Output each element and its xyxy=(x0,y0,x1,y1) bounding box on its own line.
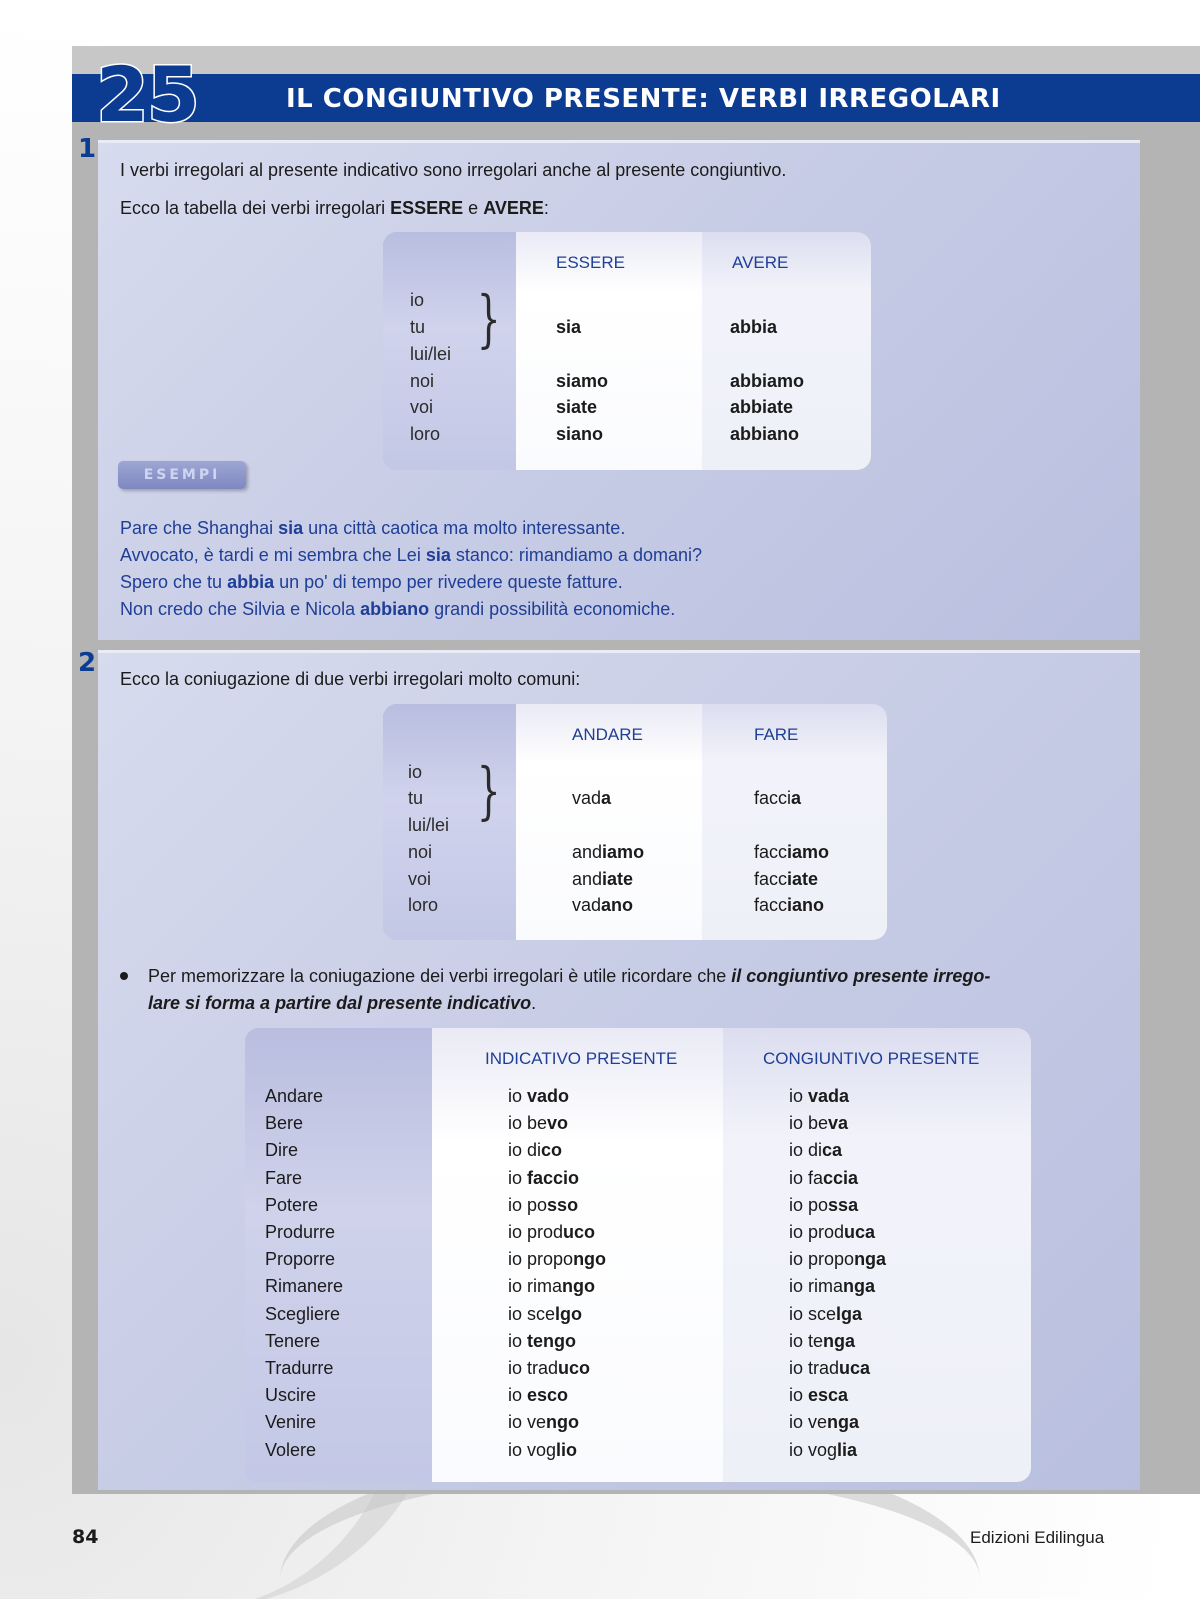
conjugation-cell: andiate xyxy=(572,869,634,889)
essere-avere-table xyxy=(383,232,871,470)
column-header: AVERE xyxy=(732,253,789,272)
conjugation-cell: abbiamo xyxy=(730,371,805,391)
indicative-form: io posso xyxy=(508,1194,579,1215)
subjunctive-form: io dica xyxy=(789,1140,843,1161)
verb-name: Uscire xyxy=(265,1385,317,1406)
indicative-form: io tengo xyxy=(508,1330,577,1351)
indicative-form: io produco xyxy=(508,1222,596,1242)
subjunctive-form: io faccia xyxy=(789,1167,859,1188)
conjugation-cell: abbiano xyxy=(730,424,800,444)
pronoun: lui/lei xyxy=(408,815,450,835)
verb-name: Rimanere xyxy=(265,1276,344,1297)
pronoun: noi xyxy=(410,371,435,391)
conjugation-cell: abbiate xyxy=(730,397,794,417)
indicative-form: io dico xyxy=(508,1140,563,1161)
example-sentence: Avvocato, è tardi e mi sembra che Lei sia stanco: rimandiamo a domani? xyxy=(120,545,702,565)
pronoun: tu xyxy=(410,317,426,337)
table-intro: Ecco la tabella dei verbi irregolari ESSERE e AVERE: xyxy=(120,198,549,218)
verb-name: Volere xyxy=(265,1439,317,1460)
verb-name: Produrre xyxy=(265,1222,336,1242)
pronoun: loro xyxy=(408,895,439,915)
chapter-number: 25 xyxy=(96,50,198,139)
verb-name: Tradurre xyxy=(265,1358,334,1378)
verb-name: Andare xyxy=(265,1086,324,1106)
example-sentence: Pare che Shanghai sia una città caotica ma molto interessante. xyxy=(120,518,626,538)
andare-fare-table xyxy=(383,704,887,940)
column-header: FARE xyxy=(754,725,799,744)
column-header: ESSERE xyxy=(556,253,625,272)
verb-name: Venire xyxy=(265,1412,317,1433)
conjugation-cell: siano xyxy=(556,424,604,444)
verb-name: Tenere xyxy=(265,1330,321,1351)
chapter-title: IL CONGIUNTIVO PRESENTE: VERBI IRREGOLARI xyxy=(286,84,1001,114)
subjunctive-form: io proponga xyxy=(789,1249,887,1270)
section-2-intro: Ecco la coniugazione di due verbi irregolari molto comuni: xyxy=(120,669,581,689)
conjugation-cell: sia xyxy=(556,317,582,337)
examples-label: ESEMPI xyxy=(118,461,246,489)
subjunctive-form: io rimanga xyxy=(789,1276,876,1297)
note-line: lare si forma a partire dal presente indicativo. xyxy=(148,993,537,1013)
example-sentence: Spero che tu abbia un po' di tempo per rivedere queste fatture. xyxy=(120,572,623,592)
frame-top-strip xyxy=(72,46,1200,74)
indicative-form: io vengo xyxy=(508,1412,580,1433)
column-header: ANDARE xyxy=(572,725,643,744)
conjugation-cell: siamo xyxy=(556,371,609,391)
pronoun: loro xyxy=(410,424,441,444)
indicative-form: io vado xyxy=(508,1086,570,1106)
indicative-form: io propongo xyxy=(508,1249,607,1270)
conjugation-cell: faccia xyxy=(754,788,802,808)
pronoun: io xyxy=(408,762,423,782)
subjunctive-form: io beva xyxy=(789,1113,849,1134)
indicative-form: io faccio xyxy=(508,1167,580,1188)
bullet-icon xyxy=(120,972,128,980)
verb-name: Scegliere xyxy=(265,1303,341,1324)
pronoun: voi xyxy=(410,397,434,417)
conjugation-cell: andiamo xyxy=(572,842,645,862)
verb-name: Potere xyxy=(265,1194,319,1215)
conjugation-cell: facciate xyxy=(754,869,819,889)
section-number: 2 xyxy=(78,648,97,678)
indicative-form: io scelgo xyxy=(508,1303,583,1324)
publisher-name: Edizioni Edilingua xyxy=(970,1528,1105,1547)
subjunctive-form: io voglia xyxy=(789,1439,858,1460)
subjunctive-form: io esca xyxy=(789,1385,849,1406)
indicative-form: io voglio xyxy=(508,1439,578,1460)
indicative-form: io esco xyxy=(508,1385,569,1406)
indicative-form: io rimango xyxy=(508,1276,596,1297)
column-header: INDICATIVO PRESENTE xyxy=(485,1049,678,1068)
pronoun: tu xyxy=(408,788,424,808)
pronoun: lui/lei xyxy=(410,344,452,364)
verb-name: Fare xyxy=(265,1167,303,1188)
subjunctive-form: io vada xyxy=(789,1086,850,1106)
note-line: Per memorizzare la coniugazione dei verbi irregolari è utile ricordare che il congiuntivo presente irrego- xyxy=(148,966,991,986)
subjunctive-form: io possa xyxy=(789,1194,859,1215)
irregular-verbs-table xyxy=(245,1028,1031,1482)
conjugation-cell: facciano xyxy=(754,895,825,915)
conjugation-cell: siate xyxy=(556,397,598,417)
conjugation-cell: vadano xyxy=(572,895,634,915)
conjugation-cell: vada xyxy=(572,788,612,808)
subjunctive-form: io scelga xyxy=(789,1303,863,1324)
column-header: CONGIUNTIVO PRESENTE xyxy=(763,1049,980,1068)
indicative-form: io bevo xyxy=(508,1113,569,1134)
pronoun: noi xyxy=(408,842,433,862)
page-number: 84 xyxy=(72,1526,99,1548)
example-sentence: Non credo che Silvia e Nicola abbiano grandi possibilità economiche. xyxy=(120,599,676,619)
conjugation-cell: facciamo xyxy=(754,842,830,862)
verb-name: Dire xyxy=(265,1140,299,1161)
subjunctive-form: io traduca xyxy=(789,1358,871,1378)
verb-name: Proporre xyxy=(265,1249,336,1270)
verb-name: Bere xyxy=(265,1113,304,1134)
subjunctive-form: io tenga xyxy=(789,1330,856,1351)
brace-icon: } xyxy=(476,282,501,355)
indicative-form: io traduco xyxy=(508,1358,591,1378)
brace-icon: } xyxy=(476,754,501,827)
subjunctive-form: io produca xyxy=(789,1222,876,1242)
section-1-intro: I verbi irregolari al presente indicativo sono irregolari anche al presente congiuntivo. xyxy=(120,160,787,180)
pronoun: io xyxy=(410,290,425,310)
subjunctive-form: io venga xyxy=(789,1412,860,1433)
pronoun: voi xyxy=(408,869,432,889)
section-number: 1 xyxy=(78,134,97,164)
conjugation-cell: abbia xyxy=(730,317,778,337)
